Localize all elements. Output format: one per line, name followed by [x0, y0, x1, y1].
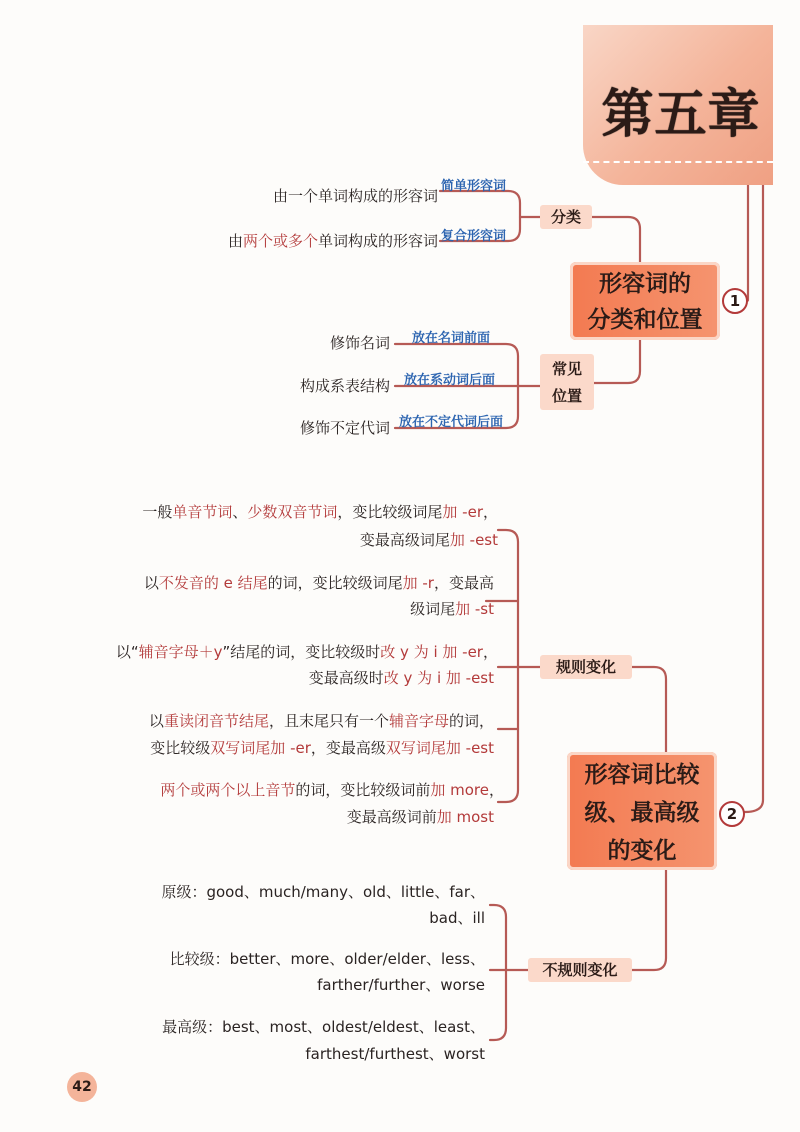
text-highlight: 改 y 为 i 加 -er [380, 643, 483, 661]
section2-title-box [567, 752, 717, 870]
tag-after-linking-verb: 放在系动词后面 [404, 373, 496, 388]
text-highlight: 辅音字母 [388, 712, 449, 730]
text-part: 以“ [115, 643, 139, 661]
text-highlight: 加 -est [449, 531, 498, 549]
text-part: 、 [232, 503, 248, 521]
section2-title-line1: 形容词比较 [584, 762, 700, 788]
text-part: ，且末尾只有一个 [268, 712, 389, 730]
text-part: 变最高级词尾 [359, 531, 450, 549]
text-highlight: 两个或多个 [242, 232, 318, 250]
text-part: ，变比较级词尾 [337, 503, 443, 521]
classify-item-2 [228, 231, 438, 251]
text-highlight: 加 most [436, 808, 494, 826]
irregular-change-label: 不规则变化 [528, 958, 632, 982]
text-highlight: 加 -r [402, 574, 434, 592]
regular-rule-4-line1 [149, 711, 494, 731]
text-part: 一般 [142, 503, 173, 521]
position-label-line2: 位置 [551, 387, 582, 405]
irregular-superlative-line2: farthest/furthest、worst [305, 1045, 485, 1063]
text-part: ，变最高 [433, 574, 494, 592]
chapter-tab-stripe [583, 161, 773, 185]
chapter-title: 第五章 [601, 85, 761, 145]
text-part: 的词，变比较级词尾 [267, 574, 403, 592]
page-number: 42 [67, 1072, 97, 1102]
text-part: 由 [227, 232, 243, 250]
irregular-comparative-line1: 比较级：better、more、older/elder、less、 [169, 950, 485, 968]
text-part: ， [488, 781, 504, 799]
regular-rule-3-line2 [309, 668, 494, 688]
text-highlight: 加 -st [455, 600, 494, 618]
text-highlight: 双写词尾加 -est [385, 739, 494, 757]
text-highlight: 单音节词 [172, 503, 233, 521]
position-item-1: 修饰名词 [329, 334, 390, 352]
section1-title-line1: 形容词的 [599, 271, 691, 297]
position-label [540, 354, 594, 410]
section2-number-badge: 2 [719, 801, 745, 827]
tag-after-indefinite-pronoun: 放在不定代词后面 [399, 415, 504, 430]
text-part: 的词，变比较级时 [260, 643, 381, 661]
text-highlight: 不发音的 e 结尾 [158, 574, 268, 592]
text-part: ， [482, 643, 498, 661]
section1-title-line2: 分类和位置 [587, 307, 703, 333]
regular-rule-1-line1 [142, 502, 498, 522]
text-part: ， [482, 503, 498, 521]
regular-rule-5-line1 [160, 780, 504, 800]
regular-rule-1-line2 [360, 530, 498, 550]
text-part: 以 [148, 712, 164, 730]
position-item-3: 修饰不定代词 [299, 419, 390, 437]
text-part: 级词尾 [410, 600, 456, 618]
text-part: 的词， [448, 712, 494, 730]
classify-item-1: 由一个单词构成的形容词 [272, 187, 438, 205]
text-highlight: 辅音字母＋y [138, 643, 223, 661]
text-part: 变最高级词前 [346, 808, 437, 826]
text-part: 变比较级 [150, 739, 211, 757]
position-label-line1: 常见 [551, 360, 582, 378]
section1-title-box [570, 262, 720, 340]
irregular-positive-line2: bad、ill [429, 909, 485, 927]
regular-rule-5-line2 [347, 807, 494, 827]
regular-rule-2-line2 [410, 599, 494, 619]
text-part: 的词，变比较级词前 [295, 781, 431, 799]
text-part: 单词构成的形容词 [317, 232, 438, 250]
tag-before-noun: 放在名词前面 [412, 331, 491, 346]
regular-rule-2-line1 [144, 573, 494, 593]
classify-label: 分类 [540, 205, 592, 229]
tag-compound-adjective: 复合形容词 [441, 229, 507, 244]
section2-title-line3: 的变化 [607, 838, 677, 864]
text-highlight: 加 -er [442, 503, 483, 521]
irregular-positive-line1: 原级：good、much/many、old、little、far、 [161, 883, 485, 901]
text-highlight: 改 y 为 i 加 -est [383, 669, 494, 687]
text-part: ，变最高级 [310, 739, 386, 757]
text-highlight: 两个或两个以上音节 [160, 781, 296, 799]
irregular-comparative-line2: farther/further、worse [317, 976, 485, 994]
text-highlight: 重读闭音节结尾 [163, 712, 269, 730]
text-highlight: 双写词尾加 -er [210, 739, 311, 757]
text-highlight: 加 more [430, 781, 489, 799]
text-highlight: 少数双音节词 [247, 503, 338, 521]
regular-change-label: 规则变化 [540, 655, 632, 679]
section2-title-line2: 级、最高级 [584, 800, 700, 826]
irregular-superlative-line1: 最高级：best、most、oldest/eldest、least、 [162, 1018, 485, 1036]
regular-rule-4-line2 [150, 738, 494, 758]
text-part: 变最高级时 [308, 669, 384, 687]
tag-simple-adjective: 简单形容词 [441, 179, 507, 194]
position-item-2: 构成系表结构 [299, 377, 390, 395]
section1-number-badge: 1 [722, 288, 748, 314]
regular-rule-3-line1 [116, 642, 498, 662]
text-part: 以 [143, 574, 159, 592]
text-part: ”结尾 [222, 643, 261, 661]
